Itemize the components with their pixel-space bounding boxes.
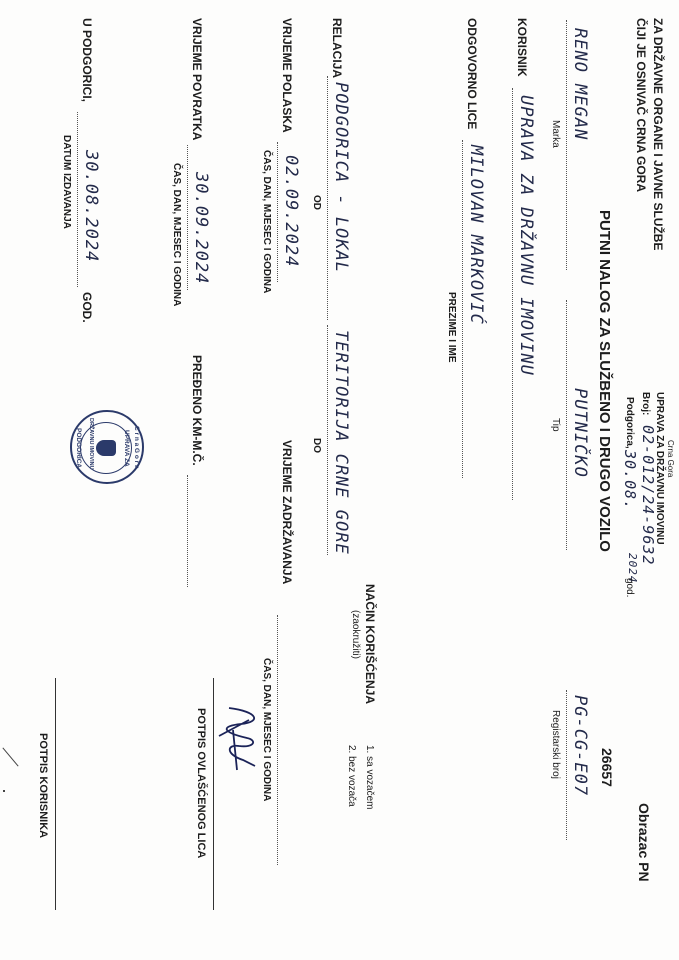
official-seal — [70, 410, 144, 484]
return-value: 30.09.2024 — [191, 172, 211, 285]
route-label: RELACIJA — [330, 18, 344, 79]
issue-label: U PODGORICI, — [80, 18, 94, 103]
departure-value: 02.09.2024 — [281, 155, 301, 268]
stamp-date-value: 30.08. — [621, 450, 639, 511]
issue-caption: DATUM IZDAVANJA — [61, 135, 72, 229]
vehicle-reg-value: PG-CG-E07 — [570, 695, 590, 797]
departure-label: VRIJEME POLASKA — [280, 18, 294, 133]
user-value: UPRAVA ZA DRŽAVNU IMOVINU — [516, 95, 536, 376]
stamp-year-value: 2024 — [626, 553, 639, 584]
org-line-2: ČIJI JE OSNIVAČ CRNA GORA — [634, 18, 648, 193]
user-label: KORISNIK — [515, 18, 529, 77]
form-code: Obrazac PN — [636, 803, 652, 882]
stamp-city: Podgorica, — [624, 397, 635, 449]
route-to-caption: DO — [311, 438, 322, 453]
org-line-1: ZA DRŽAVNE ORGANE I JAVNE SLUŽBE — [651, 18, 665, 251]
vehicle-make-caption: Marka — [550, 120, 561, 148]
seal-line-1: UPRAVA ZA — [123, 430, 130, 467]
mileage-label: PREĐENO KM-M.Č. — [190, 355, 204, 466]
route-to-value: TERITORIJA CRNE GORE — [331, 330, 351, 555]
scan-artifact — [3, 790, 5, 792]
form-title: PUTNI NALOG ZA SLUŽBENO I DRUGO VOZILO — [596, 210, 613, 552]
coat-of-arms-icon — [96, 440, 116, 456]
departure-caption: ČAS, DAN, MJESEC I GODINA — [261, 150, 272, 294]
route-from-value: PODGORICA - LOKAL — [331, 82, 351, 273]
vehicle-type-value: PUTNIČKO — [570, 388, 590, 478]
stamp-year-suffix: god. — [624, 578, 635, 598]
usage-option-2: 2. bez vozača — [346, 745, 357, 807]
stay-label: VRIJEME ZADRŽAVANJA — [280, 440, 294, 585]
stamp-number-label: Broj: — [640, 392, 651, 416]
stamp-number-value: 02-012/24-9632 — [639, 425, 657, 566]
vehicle-type-caption: Tip — [550, 418, 561, 432]
authorized-signature-mark — [214, 700, 269, 780]
vehicle-reg-caption: Registarski broj — [550, 710, 561, 779]
seal-bottom-text: PODGORICA — [75, 428, 82, 469]
route-from-caption: OD — [311, 195, 322, 210]
return-caption: ČAS, DAN, MJESEC I GODINA — [171, 163, 182, 307]
issue-suffix: GOD. — [80, 292, 94, 323]
stay-caption: ČAS, DAN, MJESEC I GODINA — [261, 658, 272, 802]
usage-note: (zaokružiti) — [350, 610, 361, 659]
seal-line-2: DRŽAVNU IMOVINU — [88, 418, 94, 470]
signature-user-caption: POTPIS KORISNIKA — [37, 733, 49, 839]
responsible-caption: PREZIME I IME — [446, 292, 457, 363]
usage-option-1: 1. sa vozačem — [364, 745, 375, 810]
signature-authorized-caption: POTPIS OVLAŠĆENOG LICA — [195, 708, 207, 859]
issue-value: 30.08.2024 — [81, 150, 101, 263]
scan-artifact — [2, 747, 18, 766]
seal-top-text: C r n a G o r a — [133, 426, 140, 469]
vehicle-make-value: RENO MEGAN — [570, 28, 590, 141]
form-number: 26657 — [599, 748, 615, 787]
responsible-value: MILOVAN MARKOVIĆ — [466, 145, 486, 325]
return-label: VRIJEME POVRATKA — [190, 18, 204, 141]
stamp-authority: UPRAVA ZA DRŽAVNU IMOVINU — [654, 392, 665, 545]
usage-label: NAČIN KORIŠĆENJA — [363, 584, 377, 705]
responsible-label: ODGOVORNO LICE — [465, 18, 479, 130]
stamp-country: Crna Gora — [666, 440, 675, 478]
